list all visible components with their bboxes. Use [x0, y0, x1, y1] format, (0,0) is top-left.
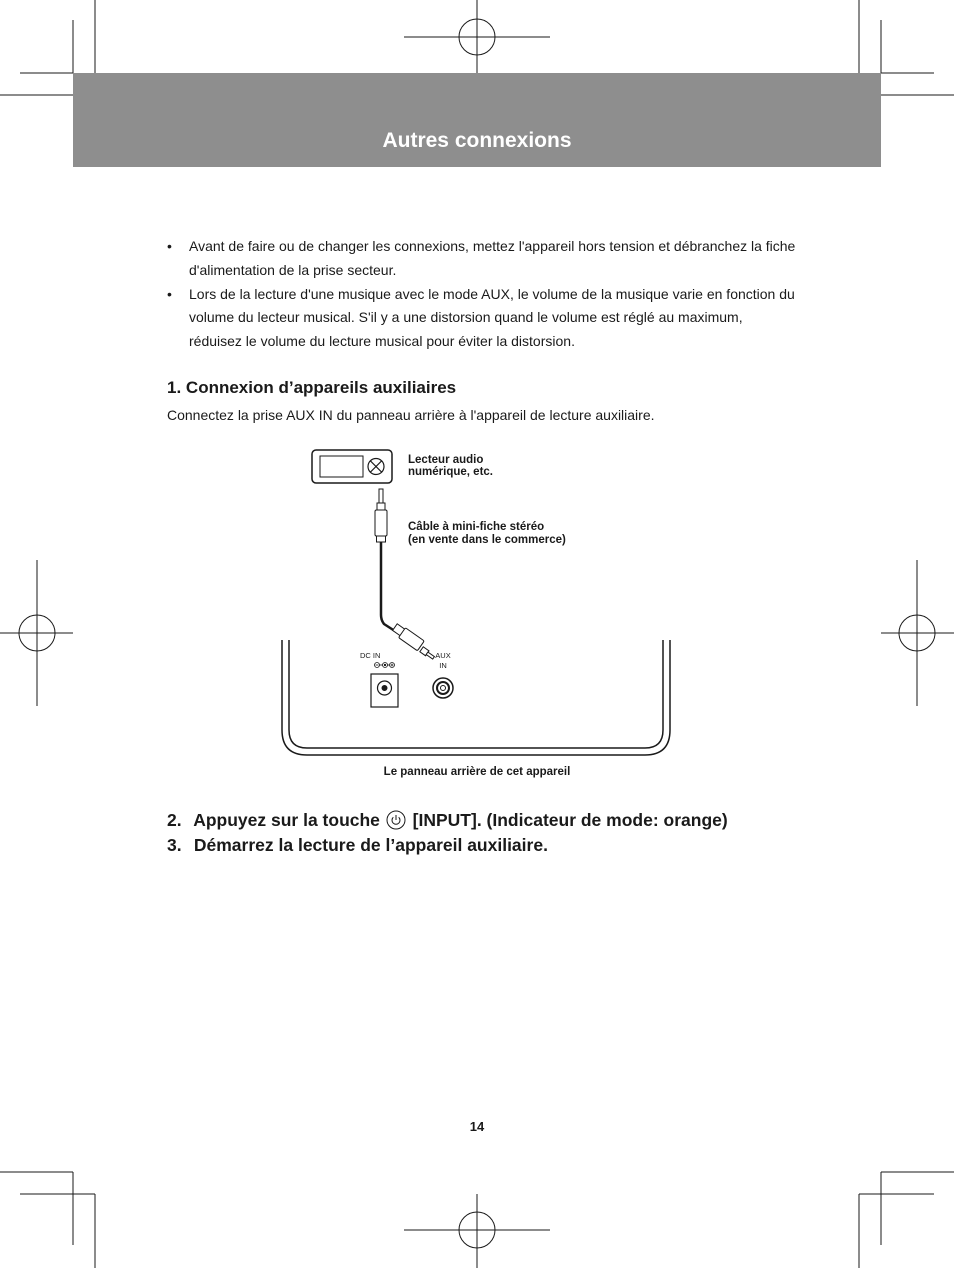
cable-icon: [381, 542, 398, 633]
player-label-line2: numérique, etc.: [408, 466, 493, 478]
note-text: Avant de faire ou de changer les connexions, mettez l'appareil hors tension et débranchez la fiche d'alimentation de la prise secteur.: [189, 238, 796, 278]
connection-diagram: [270, 440, 690, 785]
cable-label-line1: Câble à mini-fiche stéréo: [408, 521, 545, 533]
dc-polarity-icon: [375, 663, 395, 668]
list-item: [167, 283, 797, 354]
aux-label-line1: AUX: [435, 651, 451, 660]
panel-caption: Le panneau arrière de cet appareil: [383, 766, 571, 778]
step-2: [167, 810, 728, 831]
section-title: Connexion d’appareils auxiliaires: [185, 378, 457, 397]
aux-label-line2: IN: [439, 661, 447, 670]
section-number: 1.: [167, 378, 182, 397]
step-text-after: [INPUT]. (Indicateur de mode: orange): [412, 810, 728, 830]
page-title: Autres connexions: [382, 129, 572, 152]
bullet: •: [167, 285, 172, 302]
power-button-icon: [386, 810, 406, 830]
step-3: [167, 835, 548, 856]
dc-in-jack-icon: [371, 674, 398, 707]
page-number: 14: [469, 1119, 485, 1134]
dc-in-label: DC IN: [360, 651, 381, 660]
player-label-line1: Lecteur audio: [408, 454, 484, 466]
aux-in-jack-icon: [433, 678, 453, 698]
header-band: [73, 73, 881, 167]
cable-label-line2: (en vente dans le commerce): [408, 534, 566, 546]
cable-plug-top-icon: [375, 489, 387, 542]
back-panel: [282, 640, 670, 755]
step-number: 2.: [167, 810, 182, 830]
cable-plug-bottom-icon: [393, 624, 435, 659]
section-heading: [167, 378, 456, 398]
section-description: Connectez la prise AUX IN du panneau arrière à l'appareil de lecture auxiliaire.: [167, 407, 655, 423]
step-text: Démarrez la lecture de l’appareil auxiliaire.: [193, 835, 548, 855]
step-number: 3.: [167, 835, 182, 855]
bullet: •: [167, 238, 172, 254]
step-text-before: Appuyez sur la touche: [193, 810, 380, 830]
note-text: Lors de la lecture d'une musique avec le mode AUX, le volume de la musique varie en fonction du volume du lecteur musical. S'il y a une distorsion quand le volume est réglé au maximum, réduisez le volume du lecture musical pour éviter la distorsion.: [189, 285, 795, 350]
audio-player-icon: [312, 450, 392, 483]
notes-list: [167, 235, 797, 354]
list-item: [167, 235, 797, 283]
